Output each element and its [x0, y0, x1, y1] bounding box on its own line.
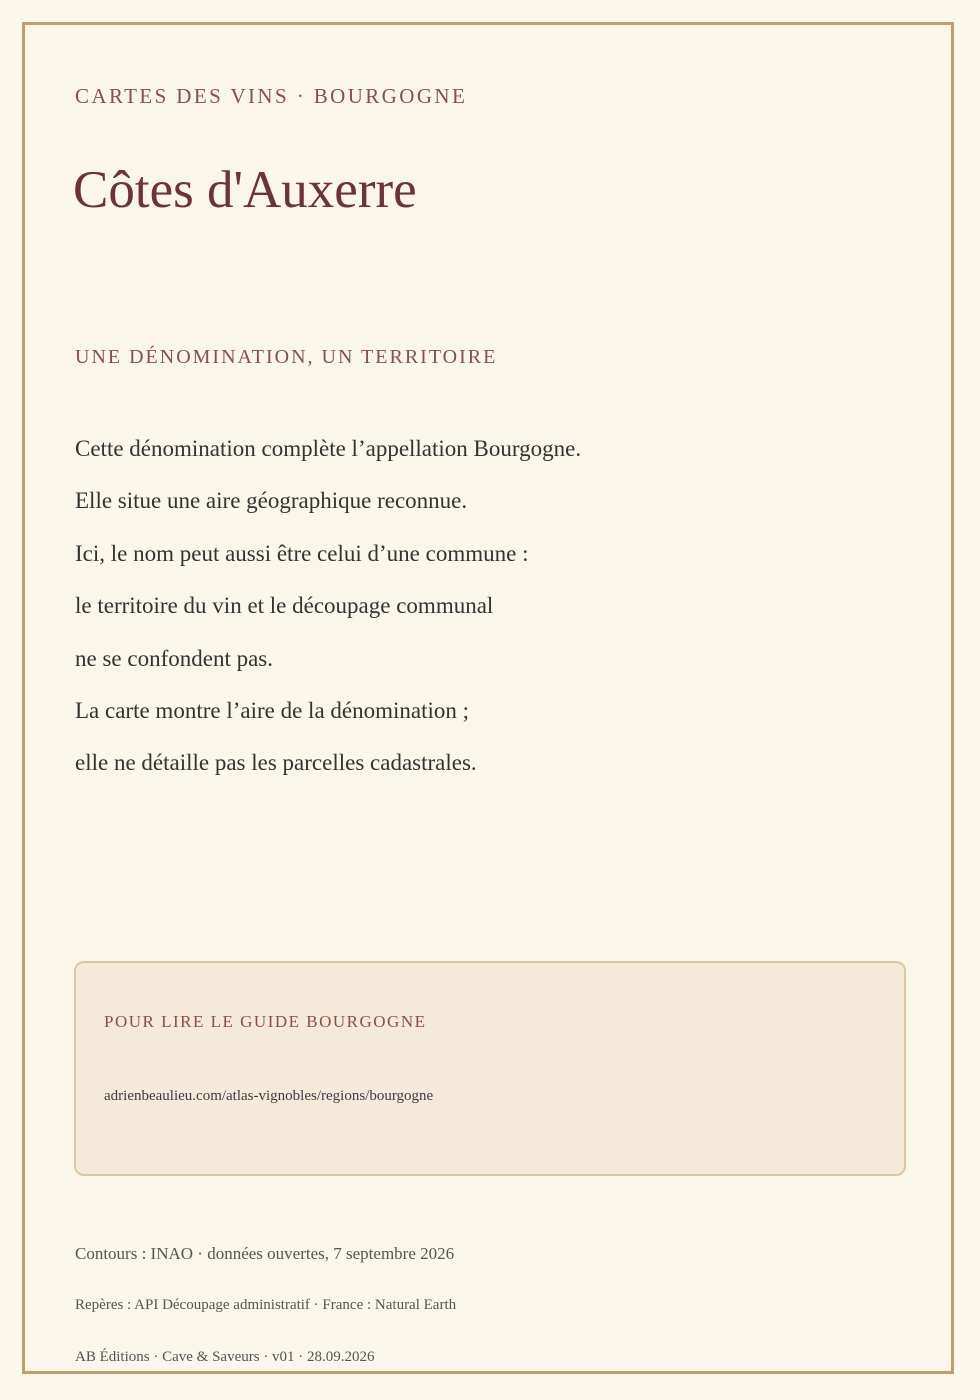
body-line: Elle situe une aire géographique reconnue.: [75, 488, 468, 514]
body-line: Cette dénomination complète l’appellation Bourgogne.: [75, 436, 582, 461]
body-line: Ici, le nom peut aussi être celui d’une commune :: [75, 540, 529, 566]
body-line: le territoire du vin et le découpage communal: [75, 593, 494, 619]
series-eyebrow: CARTES DES VINS · BOURGOGNE: [75, 84, 468, 108]
body-text: [75, 432, 581, 799]
body-line: elle ne détaille pas les parcelles cadastrales.: [75, 750, 477, 776]
body-line: La carte montre l’aire de la dénomination ;: [75, 697, 470, 723]
body-line: ne se confondent pas.: [75, 645, 273, 671]
page-title: Côtes d'Auxerre: [73, 161, 417, 219]
credit-edition: AB Éditions · Cave & Saveurs · v01 · 28.09.2026: [75, 1349, 375, 1365]
credit-contours: Contours : INAO · données ouvertes, 7 septembre 2026: [75, 1244, 455, 1263]
guide-callout: [74, 961, 906, 1176]
guide-label: POUR LIRE LE GUIDE BOURGOGNE: [104, 1012, 427, 1031]
credit-reperes: Repères : API Découpage administratif · France : Natural Earth: [75, 1297, 457, 1313]
section-heading: UNE DÉNOMINATION, UN TERRITOIRE: [75, 346, 498, 368]
guide-url-link[interactable]: adrienbeaulieu.com/atlas-vignobles/regions/bourgogne: [104, 1088, 434, 1104]
